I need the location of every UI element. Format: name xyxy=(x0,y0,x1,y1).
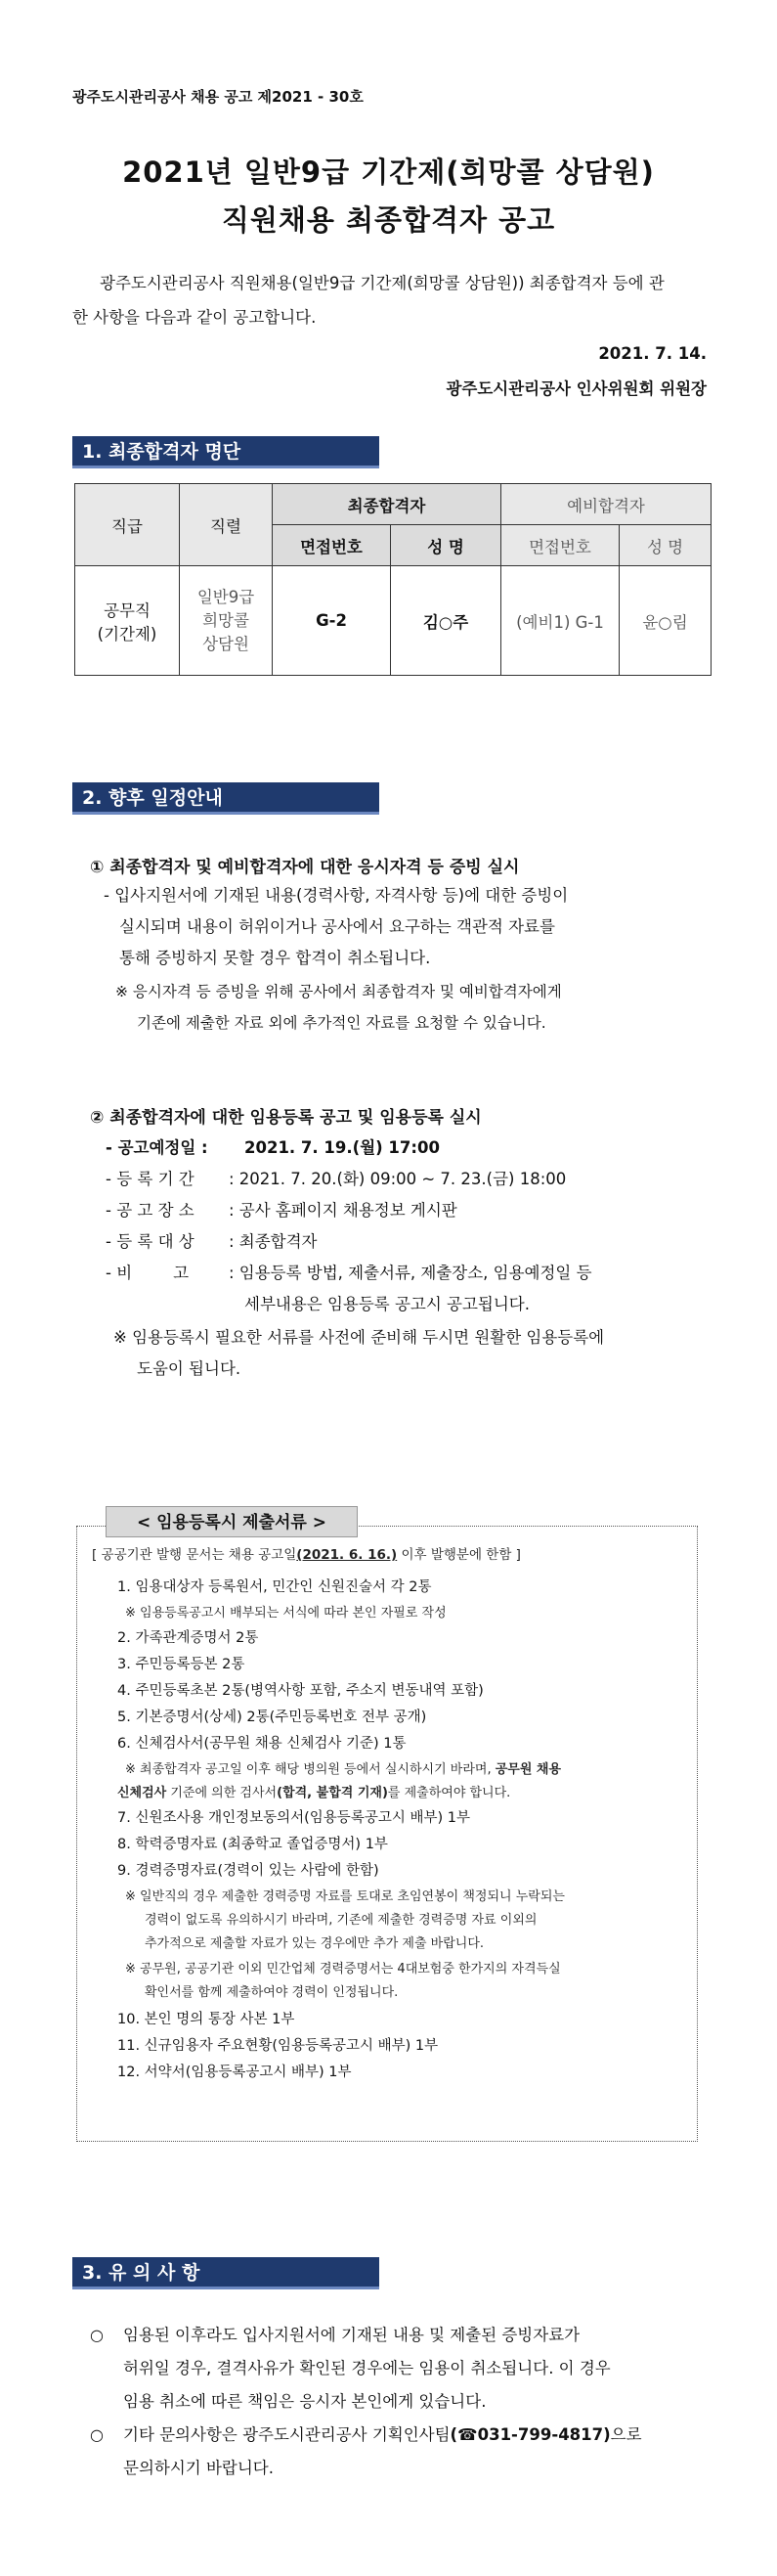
doc-item-6: 6. 신체검사서(공무원 채용 신체검사 기준) 1통 xyxy=(117,1736,407,1752)
notice-number: 광주도시관리공사 채용 공고 제2021 - 30호 xyxy=(72,88,364,106)
cell-job-l2: (기간제) xyxy=(97,624,157,644)
doc-item-9-note3: 추가적으로 제출할 자료가 있는 경우에만 추가 제출 바랍니다. xyxy=(145,1936,485,1951)
documents-note-post: 이후 발행분에 한함 ] xyxy=(397,1547,521,1563)
r2-value: : 2021. 7. 20.(화) 09:00 ~ 7. 23.(금) 18:00 xyxy=(229,1170,567,1188)
item1-line2: 실시되며 내용이 허위이거나 공사에서 요구하는 객관적 자료를 xyxy=(119,917,555,936)
item1-line3: 통해 증빙하지 못할 경우 합격이 취소됩니다. xyxy=(119,949,431,967)
documents-title: < 임용등록시 제출서류 > xyxy=(106,1506,358,1537)
r5-label: - 비 고 xyxy=(106,1264,190,1282)
th-job: 직급 xyxy=(75,484,180,566)
doc-item-9-note4: ※ 공무원, 공공기관 이외 민간업체 경력증명서는 4대보험중 한가지의 자격득실 xyxy=(125,1962,561,1976)
r5-value2: 세부내용은 임용등록 공고시 공고됩니다. xyxy=(244,1295,530,1313)
doc-item-6-note1-b: 공무원 채용 xyxy=(495,1762,562,1777)
r1-value: 2021. 7. 19.(월) 17:00 xyxy=(244,1138,440,1157)
doc-item-6-note1-a: ※ 최종합격자 공고일 이후 해당 병의원 등에서 실시하시기 바라며, xyxy=(125,1762,496,1777)
doc-item-8: 8. 학력증명자료 (최종학교 졸업증명서) 1부 xyxy=(117,1837,388,1852)
r4-label: - 등 록 대 상 xyxy=(106,1232,194,1251)
section2-title: 2. 향후 일정안내 xyxy=(72,782,379,815)
page-title-line2: 직원채용 최종합격자 공고 xyxy=(221,203,556,237)
item1-note2: 기존에 제출한 자료 외에 추가적인 자료를 요청할 수 있습니다. xyxy=(137,1014,546,1032)
notice2-line1-a: 기타 문의사항은 광주도시관리공사 기획인사팀 xyxy=(123,2425,451,2444)
th-reserve: 예비합격자 xyxy=(501,484,712,525)
section1-title: 1. 최종합격자 명단 xyxy=(72,436,379,468)
cell-final-no: G-2 xyxy=(273,566,391,676)
r1-label: - 공고예정일 : xyxy=(106,1138,208,1157)
r3-value: : 공사 홈페이지 채용정보 게시판 xyxy=(229,1201,457,1220)
notice2-line1-c: 으로 xyxy=(610,2425,642,2444)
cell-reserve-no: (예비1) G-1 xyxy=(501,566,620,676)
th-reserve-name: 성 명 xyxy=(620,525,712,566)
cell-pos-l3: 상담원 xyxy=(202,634,249,653)
cell-pos-l2: 희망콜 xyxy=(202,610,249,630)
doc-item-6-note1 xyxy=(125,1758,561,1782)
item2-heading: ② 최종합격자에 대한 임용등록 공고 및 임용등록 실시 xyxy=(90,1108,482,1128)
notice2-bullet: ○ xyxy=(90,2425,104,2444)
doc-item-3: 3. 주민등록등본 2통 xyxy=(117,1657,245,1672)
doc-item-5: 5. 기본증명서(상세) 2통(주민등록번호 전부 공개) xyxy=(117,1710,427,1725)
doc-item-1: 1. 임용대상자 등록원서, 민간인 신원진술서 각 2통 xyxy=(117,1579,432,1595)
notice1-line1: 임용된 이후라도 입사지원서에 기재된 내용 및 제출된 증빙자료가 xyxy=(123,2326,581,2344)
cell-job-l1: 공무직 xyxy=(104,600,151,620)
cell-job xyxy=(75,566,180,676)
r3-label: - 공 고 장 소 xyxy=(106,1201,194,1220)
th-position: 직렬 xyxy=(180,484,273,566)
doc-item-9-note2: 경력이 없도록 유의하시기 바라며, 기존에 제출한 경력증명 자료 이외의 xyxy=(145,1913,538,1928)
doc-item-6-note2-b: 기준에 의한 검사서 xyxy=(166,1786,278,1800)
doc-item-12: 12. 서약서(임용등록공고시 배부) 1부 xyxy=(117,2065,352,2080)
cell-final-name: 김○주 xyxy=(391,566,501,676)
doc-item-6-note2-d: 를 제출하여야 합니다. xyxy=(387,1786,511,1800)
documents-note-pre: [ 공공기관 발행 문서는 채용 공고일 xyxy=(92,1547,297,1563)
cell-position xyxy=(180,566,273,676)
notice1-line2: 허위일 경우, 결격사유가 확인된 경우에는 임용이 취소됩니다. 이 경우 xyxy=(123,2359,611,2377)
r4-value: : 최종합격자 xyxy=(229,1232,318,1251)
notice2-line2: 문의하시기 바랍니다. xyxy=(123,2459,274,2477)
doc-item-10: 10. 본인 명의 통장 사본 1부 xyxy=(117,2012,295,2027)
doc-item-11: 11. 신규임용자 주요현황(임용등록공고시 배부) 1부 xyxy=(117,2038,439,2054)
doc-item-4: 4. 주민등록초본 2통(병역사항 포함, 주소지 변동내역 포함) xyxy=(117,1683,484,1699)
r2-label: - 등 록 기 간 xyxy=(106,1170,194,1188)
result-table xyxy=(74,483,712,676)
notice1-bullet: ○ xyxy=(90,2326,104,2344)
documents-note-date: (2021. 6. 16.) xyxy=(296,1547,398,1563)
notice2-line1 xyxy=(123,2420,642,2451)
r5-value1: : 임용등록 방법, 제출서류, 제출장소, 임용예정일 등 xyxy=(229,1264,592,1282)
item2-note2: 도움이 됩니다. xyxy=(137,1359,241,1378)
doc-item-6-note2 xyxy=(117,1782,510,1805)
issuer: 광주도시관리공사 인사위원회 위원장 xyxy=(446,379,707,398)
doc-item-9-note1: ※ 일반직의 경우 제출한 경력증명 자료를 토대로 초임연봉이 책정되니 누락되는 xyxy=(125,1889,565,1904)
intro-line1: 광주도시관리공사 직원채용(일반9급 기간제(희망콜 상담원)) 최종합격자 등에 관 xyxy=(100,274,665,292)
doc-item-7: 7. 신원조사용 개인정보동의서(임용등록공고시 배부) 1부 xyxy=(117,1810,470,1826)
item1-note1: ※ 응시자격 등 증빙을 위해 공사에서 최종합격자 및 예비합격자에게 xyxy=(115,983,562,1000)
th-final-no: 면접번호 xyxy=(273,525,391,566)
doc-item-2: 2. 가족관계증명서 2통 xyxy=(117,1630,259,1646)
cell-reserve-name: 윤○림 xyxy=(620,566,712,676)
section3-title: 3. 유 의 사 항 xyxy=(72,2257,379,2289)
item1-heading: ① 최종합격자 및 예비합격자에 대한 응시자격 등 증빙 실시 xyxy=(90,858,520,877)
th-final: 최종합격자 xyxy=(273,484,501,525)
item2-note1: ※ 임용등록시 필요한 서류를 사전에 준비해 두시면 원활한 임용등록에 xyxy=(113,1328,605,1347)
intro-line2: 한 사항을 다음과 같이 공고합니다. xyxy=(72,308,317,327)
documents-note xyxy=(92,1543,521,1563)
notice1-line3: 임용 취소에 따른 책임은 응시자 본인에게 있습니다. xyxy=(123,2392,487,2411)
doc-item-6-note2-a: 신체검사 xyxy=(117,1786,167,1800)
notice-date: 2021. 7. 14. xyxy=(598,344,707,363)
doc-item-1-note: ※ 임용등록공고시 배부되는 서식에 따라 본인 자필로 작성 xyxy=(125,1606,447,1621)
th-reserve-no: 면접번호 xyxy=(501,525,620,566)
item1-line1: - 입사지원서에 기재된 내용(경력사항, 자격사항 등)에 대한 증빙이 xyxy=(104,886,569,905)
page-title-line1: 2021년 일반9급 기간제(희망콜 상담원) xyxy=(122,155,655,189)
doc-item-9-note5: 확인서를 함께 제출하여야 경력이 인정됩니다. xyxy=(145,1985,399,2000)
doc-item-9: 9. 경력증명자료(경력이 있는 사람에 한함) xyxy=(117,1863,379,1879)
cell-pos-l1: 일반9급 xyxy=(196,587,255,606)
notice2-phone: (☎031-799-4817) xyxy=(450,2425,611,2444)
doc-item-6-note2-c: (합격, 불합격 기재) xyxy=(277,1786,388,1800)
th-final-name: 성 명 xyxy=(391,525,501,566)
